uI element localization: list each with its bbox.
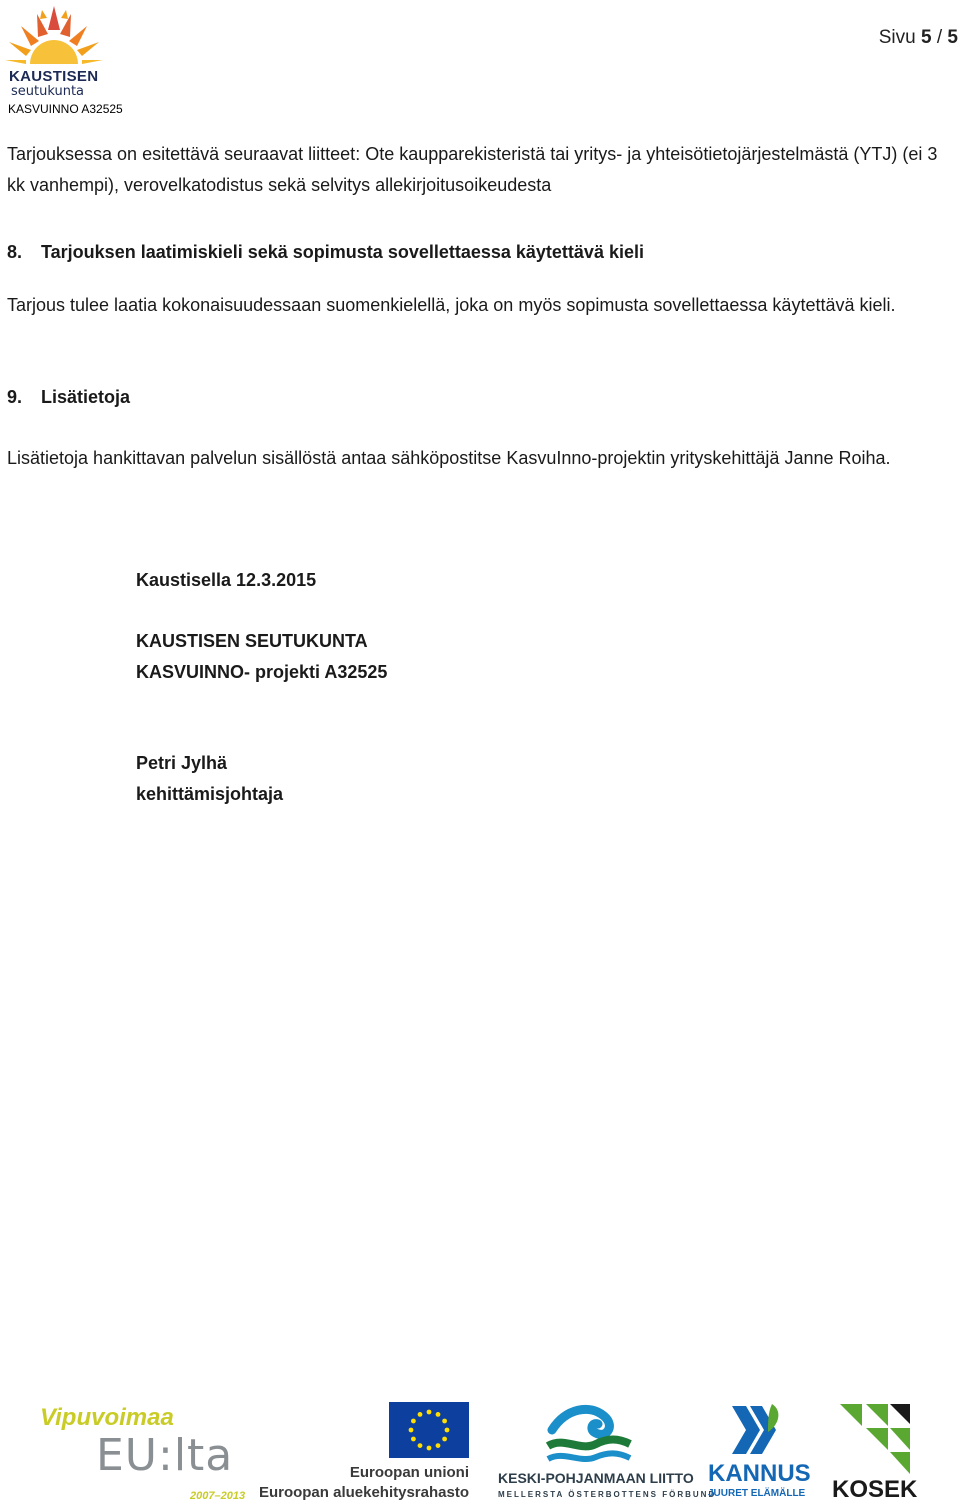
section-8-number: 8. bbox=[7, 242, 23, 262]
section-8-title: Tarjouksen laatimiskieli sekä sopimusta sovellettaessa käytettävä kieli bbox=[41, 242, 644, 262]
kannus-name: KANNUS bbox=[708, 1460, 811, 1487]
eu-line-2: Euroopan aluekehitysrahasto bbox=[258, 1484, 469, 1501]
section-9-number: 9. bbox=[7, 387, 23, 407]
logo-subtitle: seutukunta bbox=[11, 84, 85, 99]
kannus-logo bbox=[706, 1402, 811, 1506]
eu-erdf-logo bbox=[258, 1402, 475, 1506]
section-9-paragraph: Lisätietoja hankittavan palvelun sisällöstä antaa sähköpostitse KasvuInno-projektin yrityskehittäjä Janne Roiha. bbox=[7, 448, 891, 468]
signer-name: Petri Jylhä bbox=[136, 753, 228, 773]
section-9-heading bbox=[7, 387, 130, 408]
kannus-k-icon bbox=[728, 1402, 784, 1458]
footer-logos bbox=[0, 1396, 960, 1506]
waves-icon bbox=[546, 1402, 632, 1464]
section-8-heading bbox=[7, 242, 644, 263]
kosek-name: KOSEK bbox=[832, 1476, 918, 1503]
page-separator: / bbox=[936, 27, 943, 48]
page-label: Sivu bbox=[878, 27, 916, 48]
page-number bbox=[879, 27, 958, 49]
place-date: Kaustisella 12.3.2015 bbox=[136, 570, 317, 590]
page-current: 5 bbox=[921, 27, 932, 48]
kosek-logo bbox=[830, 1402, 920, 1506]
kpl-line-2: MELLERSTA ÖSTERBOTTENS FÖRBUND bbox=[498, 1490, 717, 1499]
keski-pohjanmaan-liitto-logo bbox=[496, 1402, 717, 1506]
logo-name: KAUSTISEN bbox=[9, 68, 99, 85]
kannus-slogan: JUURET ELÄMÄLLE bbox=[708, 1488, 806, 1499]
vipuvoimaa-eu: EU:lta bbox=[96, 1430, 234, 1481]
attachments-paragraph: Tarjouksessa on esitettävä seuraavat liitteet: Ote kaupparekisteristä tai yritys- ja yhteisötietojärjestelmästä (YTJ) (ei 3 kk vanhempi), verovelkatodistus sekä selvitys allekirjoitusoikeudesta bbox=[7, 144, 938, 195]
project-name: KASVUINNO- projekti A32525 bbox=[136, 662, 388, 682]
section-9-title: Lisätietoja bbox=[41, 387, 131, 407]
kaustisen-seutukunta-logo bbox=[4, 4, 134, 116]
page-total: 5 bbox=[947, 27, 958, 48]
section-8-paragraph: Tarjous tulee laatia kokonaisuudessaan suomenkielellä, joka on myös sopimusta sovellettaessa käytettävä kieli. bbox=[7, 295, 896, 315]
kpl-line-1: KESKI-POHJANMAAN LIITTO bbox=[498, 1470, 694, 1486]
project-code: KASVUINNO A32525 bbox=[8, 102, 123, 116]
vipuvoimaa-years: 2007–2013 bbox=[190, 1490, 246, 1502]
eu-line-1: Euroopan unioni bbox=[349, 1464, 469, 1481]
vipuvoimaa-title: Vipuvoimaa bbox=[40, 1404, 174, 1431]
vipuvoimaa-eu-logo bbox=[38, 1404, 258, 1504]
organization-name: KAUSTISEN SEUTUKUNTA bbox=[136, 631, 368, 651]
sun-flower-icon bbox=[4, 4, 114, 68]
eu-flag-icon bbox=[389, 1402, 469, 1458]
kosek-arrow-icon bbox=[836, 1402, 912, 1476]
signer-title: kehittämisjohtaja bbox=[136, 784, 284, 804]
